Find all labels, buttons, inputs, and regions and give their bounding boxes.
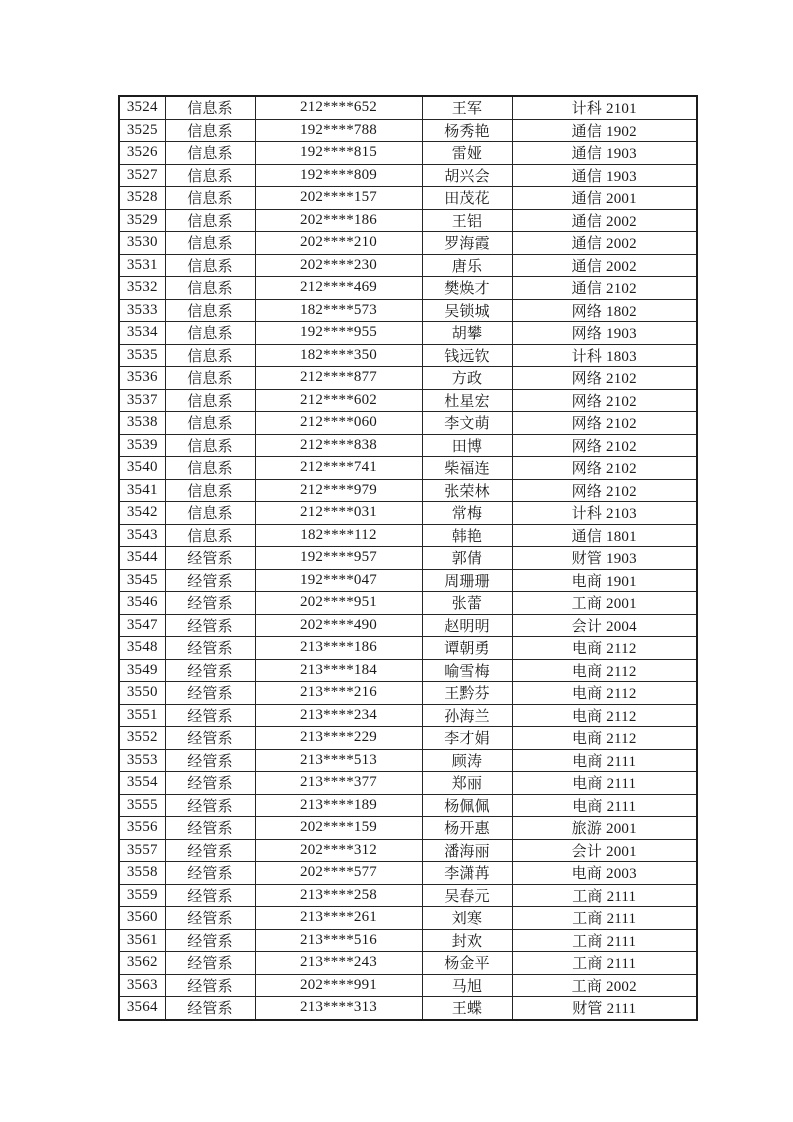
table-row (119, 367, 697, 390)
cell-student-id: 202****186 (255, 209, 422, 232)
cell-department: 经管系 (165, 659, 255, 682)
cell-department: 经管系 (165, 637, 255, 660)
cell-class: 通信 1903 (512, 164, 697, 187)
table-row (119, 704, 697, 727)
table-row (119, 164, 697, 187)
cell-class: 通信 2002 (512, 232, 697, 255)
cell-name: 王铝 (422, 209, 512, 232)
cell-student-id: 202****159 (255, 817, 422, 840)
cell-name: 刘寒 (422, 907, 512, 930)
cell-serial: 3546 (119, 592, 165, 615)
cell-department: 信息系 (165, 457, 255, 480)
cell-name: 潘海丽 (422, 839, 512, 862)
student-roster-table (118, 95, 698, 1021)
cell-name: 周珊珊 (422, 569, 512, 592)
cell-serial: 3545 (119, 569, 165, 592)
cell-class: 工商 2001 (512, 592, 697, 615)
cell-name: 杨金平 (422, 952, 512, 975)
cell-class: 网络 2102 (512, 367, 697, 390)
cell-department: 信息系 (165, 187, 255, 210)
table-row (119, 119, 697, 142)
cell-class: 工商 2111 (512, 907, 697, 930)
cell-department: 信息系 (165, 96, 255, 119)
cell-name: 常梅 (422, 502, 512, 525)
cell-name: 方政 (422, 367, 512, 390)
cell-name: 李潇苒 (422, 862, 512, 885)
cell-serial: 3549 (119, 659, 165, 682)
cell-serial: 3556 (119, 817, 165, 840)
cell-department: 信息系 (165, 277, 255, 300)
table-row (119, 142, 697, 165)
cell-name: 马旭 (422, 974, 512, 997)
cell-serial: 3552 (119, 727, 165, 750)
table-row (119, 862, 697, 885)
cell-name: 李文萌 (422, 412, 512, 435)
cell-student-id: 212****877 (255, 367, 422, 390)
cell-department: 信息系 (165, 254, 255, 277)
table-row (119, 434, 697, 457)
cell-serial: 3535 (119, 344, 165, 367)
cell-serial: 3544 (119, 547, 165, 570)
cell-class: 通信 2002 (512, 254, 697, 277)
table-row (119, 299, 697, 322)
cell-class: 电商 2003 (512, 862, 697, 885)
cell-name: 吴春元 (422, 884, 512, 907)
cell-name: 杜星宏 (422, 389, 512, 412)
cell-serial: 3531 (119, 254, 165, 277)
cell-student-id: 182****350 (255, 344, 422, 367)
cell-name: 胡攀 (422, 322, 512, 345)
table-row (119, 884, 697, 907)
cell-student-id: 212****979 (255, 479, 422, 502)
cell-name: 喻雪梅 (422, 659, 512, 682)
cell-department: 信息系 (165, 142, 255, 165)
cell-name: 郑丽 (422, 772, 512, 795)
cell-class: 网络 2102 (512, 479, 697, 502)
cell-serial: 3542 (119, 502, 165, 525)
cell-class: 财管 1903 (512, 547, 697, 570)
cell-class: 工商 2002 (512, 974, 697, 997)
table-row (119, 232, 697, 255)
cell-student-id: 213****516 (255, 929, 422, 952)
table-row (119, 794, 697, 817)
cell-class: 通信 1902 (512, 119, 697, 142)
table-row (119, 659, 697, 682)
cell-name: 胡兴会 (422, 164, 512, 187)
cell-department: 经管系 (165, 704, 255, 727)
table-row (119, 614, 697, 637)
table-row (119, 817, 697, 840)
table-row (119, 997, 697, 1020)
cell-student-id: 192****809 (255, 164, 422, 187)
table-row (119, 479, 697, 502)
cell-serial: 3529 (119, 209, 165, 232)
cell-serial: 3541 (119, 479, 165, 502)
cell-serial: 3554 (119, 772, 165, 795)
cell-class: 计科 2101 (512, 96, 697, 119)
cell-serial: 3533 (119, 299, 165, 322)
cell-student-id: 182****573 (255, 299, 422, 322)
cell-department: 经管系 (165, 929, 255, 952)
cell-serial: 3527 (119, 164, 165, 187)
cell-name: 张蕾 (422, 592, 512, 615)
cell-department: 信息系 (165, 479, 255, 502)
cell-name: 田茂花 (422, 187, 512, 210)
cell-serial: 3537 (119, 389, 165, 412)
cell-class: 网络 1802 (512, 299, 697, 322)
cell-student-id: 213****313 (255, 997, 422, 1020)
cell-serial: 3548 (119, 637, 165, 660)
cell-department: 经管系 (165, 569, 255, 592)
cell-name: 韩艳 (422, 524, 512, 547)
cell-name: 谭朝勇 (422, 637, 512, 660)
cell-department: 经管系 (165, 682, 255, 705)
cell-class: 会计 2004 (512, 614, 697, 637)
cell-department: 经管系 (165, 862, 255, 885)
cell-class: 电商 2112 (512, 682, 697, 705)
cell-name: 郭倩 (422, 547, 512, 570)
table-row (119, 952, 697, 975)
cell-student-id: 212****469 (255, 277, 422, 300)
table-row (119, 322, 697, 345)
cell-student-id: 202****230 (255, 254, 422, 277)
cell-class: 计科 2103 (512, 502, 697, 525)
cell-student-id: 213****189 (255, 794, 422, 817)
table-row (119, 187, 697, 210)
cell-name: 封欢 (422, 929, 512, 952)
cell-student-id: 212****060 (255, 412, 422, 435)
cell-name: 柴福连 (422, 457, 512, 480)
cell-name: 王黔芬 (422, 682, 512, 705)
cell-student-id: 213****513 (255, 749, 422, 772)
cell-student-id: 212****652 (255, 96, 422, 119)
cell-department: 信息系 (165, 232, 255, 255)
cell-class: 通信 2001 (512, 187, 697, 210)
cell-class: 通信 2002 (512, 209, 697, 232)
cell-department: 经管系 (165, 794, 255, 817)
cell-student-id: 192****788 (255, 119, 422, 142)
cell-student-id: 192****047 (255, 569, 422, 592)
cell-class: 工商 2111 (512, 952, 697, 975)
cell-name: 樊焕才 (422, 277, 512, 300)
table-row (119, 569, 697, 592)
cell-serial: 3525 (119, 119, 165, 142)
table-row (119, 254, 697, 277)
cell-department: 信息系 (165, 389, 255, 412)
cell-serial: 3560 (119, 907, 165, 930)
cell-department: 信息系 (165, 344, 255, 367)
table-body (119, 96, 697, 1020)
cell-serial: 3559 (119, 884, 165, 907)
cell-serial: 3562 (119, 952, 165, 975)
cell-serial: 3564 (119, 997, 165, 1020)
table-row (119, 907, 697, 930)
cell-serial: 3539 (119, 434, 165, 457)
cell-name: 唐乐 (422, 254, 512, 277)
cell-student-id: 202****312 (255, 839, 422, 862)
cell-student-id: 192****957 (255, 547, 422, 570)
cell-class: 通信 1801 (512, 524, 697, 547)
cell-student-id: 213****258 (255, 884, 422, 907)
cell-department: 经管系 (165, 727, 255, 750)
cell-department: 经管系 (165, 749, 255, 772)
table-row (119, 637, 697, 660)
cell-serial: 3534 (119, 322, 165, 345)
cell-serial: 3528 (119, 187, 165, 210)
table-row (119, 412, 697, 435)
cell-department: 经管系 (165, 614, 255, 637)
cell-class: 电商 2112 (512, 727, 697, 750)
table-row (119, 839, 697, 862)
cell-department: 信息系 (165, 434, 255, 457)
cell-student-id: 213****377 (255, 772, 422, 795)
cell-serial: 3551 (119, 704, 165, 727)
table-row (119, 592, 697, 615)
cell-name: 罗海霞 (422, 232, 512, 255)
cell-class: 通信 1903 (512, 142, 697, 165)
cell-class: 电商 2112 (512, 704, 697, 727)
cell-serial: 3555 (119, 794, 165, 817)
cell-department: 经管系 (165, 817, 255, 840)
cell-student-id: 192****955 (255, 322, 422, 345)
cell-serial: 3543 (119, 524, 165, 547)
cell-department: 经管系 (165, 884, 255, 907)
cell-name: 吴锁城 (422, 299, 512, 322)
cell-serial: 3524 (119, 96, 165, 119)
cell-student-id: 213****243 (255, 952, 422, 975)
cell-student-id: 213****184 (255, 659, 422, 682)
table-row (119, 524, 697, 547)
cell-class: 旅游 2001 (512, 817, 697, 840)
cell-department: 信息系 (165, 299, 255, 322)
cell-student-id: 202****157 (255, 187, 422, 210)
cell-name: 钱远钦 (422, 344, 512, 367)
table-row (119, 457, 697, 480)
cell-class: 网络 1903 (512, 322, 697, 345)
cell-department: 信息系 (165, 322, 255, 345)
cell-serial: 3530 (119, 232, 165, 255)
cell-student-id: 213****261 (255, 907, 422, 930)
cell-department: 信息系 (165, 412, 255, 435)
cell-student-id: 202****577 (255, 862, 422, 885)
cell-student-id: 212****602 (255, 389, 422, 412)
cell-student-id: 212****838 (255, 434, 422, 457)
table-row (119, 389, 697, 412)
cell-serial: 3547 (119, 614, 165, 637)
cell-class: 电商 2111 (512, 772, 697, 795)
cell-class: 网络 2102 (512, 389, 697, 412)
cell-serial: 3553 (119, 749, 165, 772)
cell-name: 张荣林 (422, 479, 512, 502)
cell-student-id: 213****186 (255, 637, 422, 660)
cell-student-id: 192****815 (255, 142, 422, 165)
cell-class: 通信 2102 (512, 277, 697, 300)
cell-class: 网络 2102 (512, 457, 697, 480)
cell-student-id: 202****951 (255, 592, 422, 615)
cell-department: 经管系 (165, 907, 255, 930)
cell-student-id: 213****234 (255, 704, 422, 727)
cell-department: 经管系 (165, 772, 255, 795)
cell-student-id: 182****112 (255, 524, 422, 547)
cell-department: 经管系 (165, 952, 255, 975)
cell-class: 计科 1803 (512, 344, 697, 367)
cell-name: 杨开惠 (422, 817, 512, 840)
table-row (119, 727, 697, 750)
cell-serial: 3563 (119, 974, 165, 997)
cell-department: 信息系 (165, 524, 255, 547)
table-row (119, 277, 697, 300)
cell-serial: 3526 (119, 142, 165, 165)
cell-name: 赵明明 (422, 614, 512, 637)
cell-class: 电商 1901 (512, 569, 697, 592)
table-row (119, 929, 697, 952)
cell-student-id: 202****490 (255, 614, 422, 637)
cell-name: 杨佩佩 (422, 794, 512, 817)
cell-student-id: 212****741 (255, 457, 422, 480)
cell-department: 经管系 (165, 997, 255, 1020)
cell-serial: 3558 (119, 862, 165, 885)
cell-serial: 3561 (119, 929, 165, 952)
cell-serial: 3538 (119, 412, 165, 435)
cell-department: 经管系 (165, 974, 255, 997)
table-row (119, 547, 697, 570)
cell-name: 李才娟 (422, 727, 512, 750)
cell-name: 田博 (422, 434, 512, 457)
cell-student-id: 212****031 (255, 502, 422, 525)
cell-class: 电商 2111 (512, 794, 697, 817)
cell-serial: 3557 (119, 839, 165, 862)
cell-department: 信息系 (165, 209, 255, 232)
cell-class: 电商 2111 (512, 749, 697, 772)
cell-department: 经管系 (165, 547, 255, 570)
cell-department: 信息系 (165, 119, 255, 142)
cell-class: 电商 2112 (512, 659, 697, 682)
cell-department: 信息系 (165, 367, 255, 390)
cell-serial: 3532 (119, 277, 165, 300)
cell-serial: 3540 (119, 457, 165, 480)
cell-class: 财管 2111 (512, 997, 697, 1020)
table-row (119, 209, 697, 232)
cell-class: 电商 2112 (512, 637, 697, 660)
cell-name: 王蝶 (422, 997, 512, 1020)
table-row (119, 502, 697, 525)
cell-student-id: 202****210 (255, 232, 422, 255)
cell-student-id: 213****216 (255, 682, 422, 705)
cell-class: 会计 2001 (512, 839, 697, 862)
cell-serial: 3536 (119, 367, 165, 390)
cell-department: 经管系 (165, 592, 255, 615)
cell-name: 雷娅 (422, 142, 512, 165)
cell-serial: 3550 (119, 682, 165, 705)
table-row (119, 974, 697, 997)
cell-class: 网络 2102 (512, 434, 697, 457)
cell-class: 工商 2111 (512, 884, 697, 907)
cell-student-id: 202****991 (255, 974, 422, 997)
cell-class: 网络 2102 (512, 412, 697, 435)
cell-department: 信息系 (165, 164, 255, 187)
table-row (119, 344, 697, 367)
cell-name: 孙海兰 (422, 704, 512, 727)
cell-department: 经管系 (165, 839, 255, 862)
table-row (119, 682, 697, 705)
cell-department: 信息系 (165, 502, 255, 525)
cell-student-id: 213****229 (255, 727, 422, 750)
cell-name: 顾涛 (422, 749, 512, 772)
table-row (119, 749, 697, 772)
table-row (119, 96, 697, 119)
cell-name: 王军 (422, 96, 512, 119)
cell-name: 杨秀艳 (422, 119, 512, 142)
table-row (119, 772, 697, 795)
cell-class: 工商 2111 (512, 929, 697, 952)
